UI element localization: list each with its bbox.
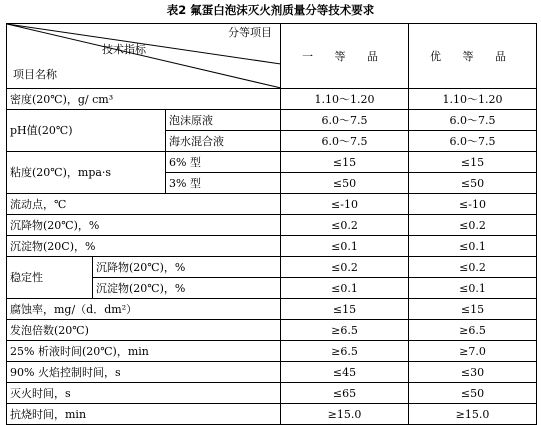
burnback-first: ≥15.0 bbox=[281, 404, 409, 425]
extinguish-premium: ≤50 bbox=[409, 383, 537, 404]
expansion-premium: ≥6.5 bbox=[409, 320, 537, 341]
ph-seawater-premium: 6.0～7.5 bbox=[409, 131, 537, 152]
density-premium: 1.10～1.20 bbox=[409, 89, 537, 110]
table-row bbox=[7, 341, 537, 362]
drainage-premium: ≥7.0 bbox=[409, 341, 537, 362]
density-first: 1.10～1.20 bbox=[281, 89, 409, 110]
ph-label: pH值(20℃) bbox=[7, 110, 166, 152]
table-row bbox=[7, 362, 537, 383]
viscosity-6-label: 6% 型 bbox=[166, 152, 281, 173]
viscosity-3-first: ≤50 bbox=[281, 173, 409, 194]
sediment-premium: ≤0.2 bbox=[409, 215, 537, 236]
pour-point-first: ≤-10 bbox=[281, 194, 409, 215]
corrosion-label: 腐蚀率，mg/（d．dm²） bbox=[7, 299, 281, 320]
viscosity-3-premium: ≤50 bbox=[409, 173, 537, 194]
table-row bbox=[7, 89, 537, 110]
viscosity-6-first: ≤15 bbox=[281, 152, 409, 173]
drainage-first: ≥6.5 bbox=[281, 341, 409, 362]
stability-precipitate-first: ≤0.1 bbox=[281, 278, 409, 299]
control-premium: ≤30 bbox=[409, 362, 537, 383]
expansion-first: ≥6.5 bbox=[281, 320, 409, 341]
viscosity-3-label: 3% 型 bbox=[166, 173, 281, 194]
extinguish-first: ≤65 bbox=[281, 383, 409, 404]
table-row bbox=[7, 236, 537, 257]
table-row bbox=[7, 152, 537, 173]
sediment-label: 沉降物(20℃)，% bbox=[7, 215, 281, 236]
drainage-label: 25% 析液时间(20℃)，min bbox=[7, 341, 281, 362]
table-row bbox=[7, 383, 537, 404]
ph-seawater-label: 海水混合液 bbox=[166, 131, 281, 152]
precipitate-premium: ≤0.1 bbox=[409, 236, 537, 257]
table-row bbox=[7, 194, 537, 215]
pour-point-label: 流动点，℃ bbox=[7, 194, 281, 215]
viscosity-label: 粘度(20℃)，mpa·s bbox=[7, 152, 166, 194]
density-label: 密度(20℃)，g/ cm³ bbox=[7, 89, 281, 110]
sediment-first: ≤0.2 bbox=[281, 215, 409, 236]
table-row bbox=[7, 299, 537, 320]
stability-sediment-first: ≤0.2 bbox=[281, 257, 409, 278]
precipitate-first: ≤0.1 bbox=[281, 236, 409, 257]
corrosion-premium: ≤15 bbox=[409, 299, 537, 320]
stability-sediment-label: 沉降物(20℃)，% bbox=[93, 257, 281, 278]
expansion-label: 发泡倍数(20℃) bbox=[7, 320, 281, 341]
table-row bbox=[7, 257, 537, 278]
diagonal-header-cell bbox=[7, 24, 281, 89]
table-row bbox=[7, 110, 537, 131]
burnback-premium: ≥15.0 bbox=[409, 404, 537, 425]
stability-precipitate-premium: ≤0.1 bbox=[409, 278, 537, 299]
corrosion-first: ≤15 bbox=[281, 299, 409, 320]
control-first: ≤45 bbox=[281, 362, 409, 383]
table-row bbox=[7, 215, 537, 236]
table-row bbox=[7, 404, 537, 425]
ph-foam-label: 泡沫原液 bbox=[166, 110, 281, 131]
header-item-name: 项目名称 bbox=[13, 68, 57, 81]
pour-point-premium: ≤-10 bbox=[409, 194, 537, 215]
table-row bbox=[7, 320, 537, 341]
stability-sediment-premium: ≤0.2 bbox=[409, 257, 537, 278]
header-grade-item: 分等项目 bbox=[228, 26, 273, 39]
extinguish-label: 灭火时间，s bbox=[7, 383, 281, 404]
spec-table bbox=[6, 23, 537, 425]
header-first-grade: 一 等 品 bbox=[281, 24, 409, 89]
stability-precipitate-label: 沉淀物(20℃)，% bbox=[93, 278, 281, 299]
ph-seawater-first: 6.0～7.5 bbox=[281, 131, 409, 152]
table-title: 表2 氟蛋白泡沫灭火剂质量分等技术要求 bbox=[166, 3, 375, 17]
burnback-label: 抗烧时间，min bbox=[7, 404, 281, 425]
ph-foam-first: 6.0～7.5 bbox=[281, 110, 409, 131]
viscosity-6-premium: ≤15 bbox=[409, 152, 537, 173]
ph-foam-premium: 6.0～7.5 bbox=[409, 110, 537, 131]
stability-label: 稳定性 bbox=[7, 257, 93, 299]
table-header-row bbox=[7, 24, 537, 89]
header-premium-grade: 优 等 品 bbox=[409, 24, 537, 89]
control-label: 90% 火焰控制时间，s bbox=[7, 362, 281, 383]
precipitate-label: 沉淀物(20C)，% bbox=[7, 236, 281, 257]
header-tech-index: 技术指标 bbox=[102, 43, 146, 56]
